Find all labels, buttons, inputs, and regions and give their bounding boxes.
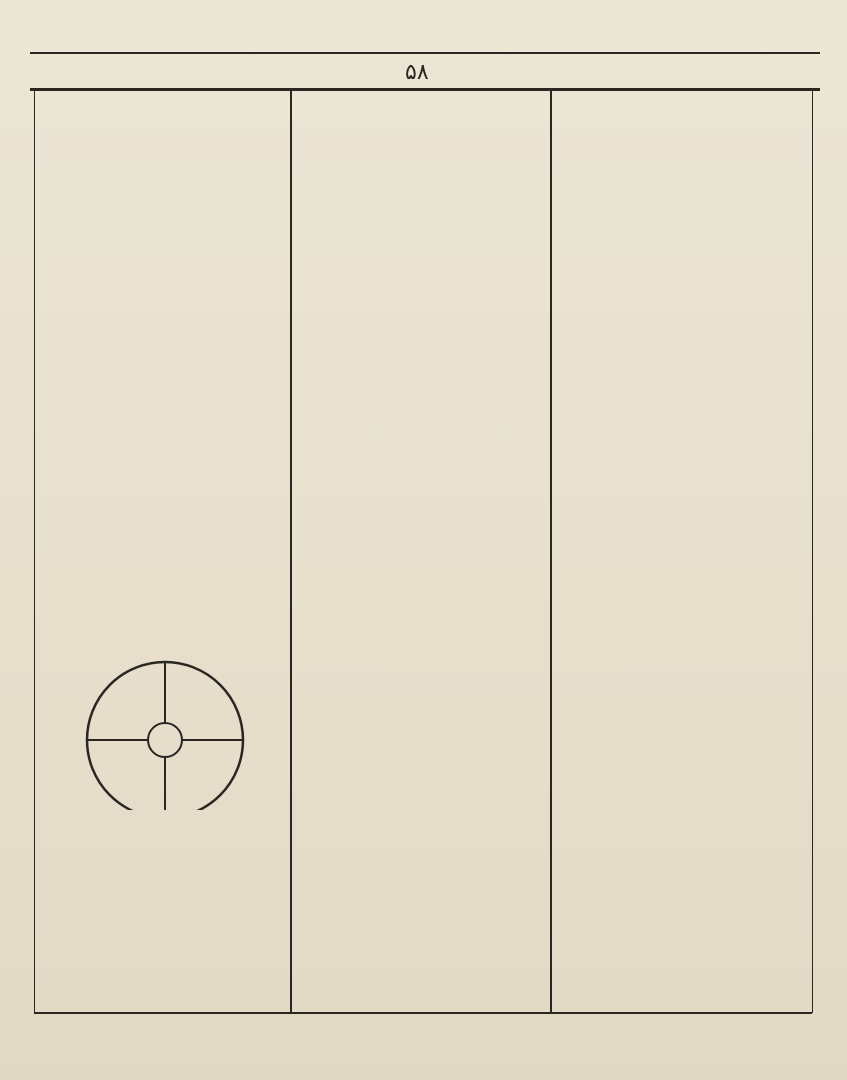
column-divider-left (290, 88, 292, 1013)
text-column-left-bottom (40, 812, 280, 992)
inner-circle (148, 723, 182, 757)
text-column-middle (298, 98, 548, 1008)
text-column-left-top (40, 98, 280, 538)
column-divider-right (550, 88, 552, 1013)
header-rule-top (30, 52, 820, 54)
page-number: ۵۸ (405, 60, 429, 85)
text-column-right (556, 98, 796, 1008)
prosody-circle-diagram (40, 550, 290, 810)
frame-right (812, 88, 813, 1013)
header-rule-bottom (30, 88, 820, 91)
frame-bottom (34, 1012, 812, 1014)
frame-left (34, 88, 35, 1013)
